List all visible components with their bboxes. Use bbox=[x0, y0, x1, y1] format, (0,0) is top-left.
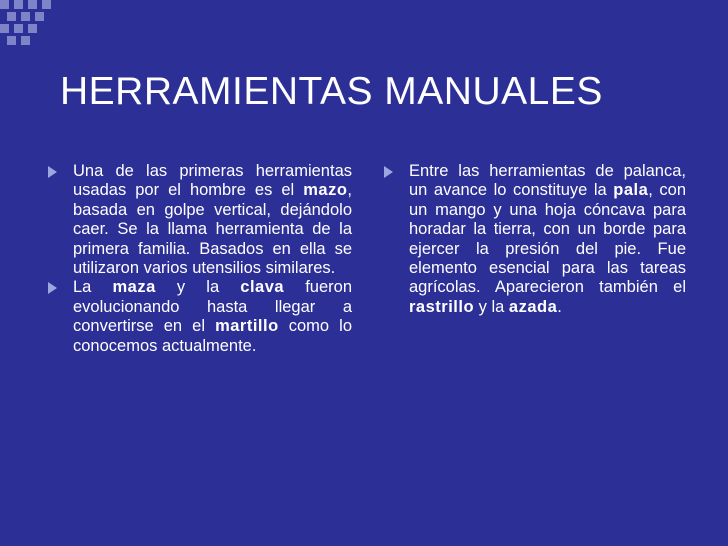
bullet-text: Una de las primeras herramientas usadas por el hombre es el mazo, basada en golpe vertical, dejándolo caer. Se la llama herramienta de la primera familia. Basados en ella se utilizaron varios utensilios similares. bbox=[73, 162, 352, 278]
bullet-text: La maza y la clava fueron evolucionando hasta llegar a convertirse en el martillo como lo conocemos actualmente. bbox=[73, 278, 352, 355]
bullet-arrow-icon bbox=[48, 166, 57, 178]
bullet-item bbox=[384, 162, 686, 317]
bullet-arrow-icon bbox=[48, 282, 57, 294]
slide-title: HERRAMIENTAS MANUALES bbox=[60, 70, 603, 113]
bullet-text: Entre las herramientas de palanca, un avance lo constituye la pala, con un mango y una hoja cóncava para horadar la tierra, con un borde para ejercer la presión del pie. Fue elemento esencial para las tareas agrícolas. Aparecieron también el rastrillo y la azada. bbox=[409, 162, 686, 316]
bullet-item bbox=[48, 278, 352, 356]
bullet-arrow-icon bbox=[384, 166, 393, 178]
bullet-item bbox=[48, 162, 352, 278]
left-column bbox=[48, 162, 352, 356]
corner-squares-decoration bbox=[0, 0, 60, 48]
right-column bbox=[384, 162, 686, 317]
